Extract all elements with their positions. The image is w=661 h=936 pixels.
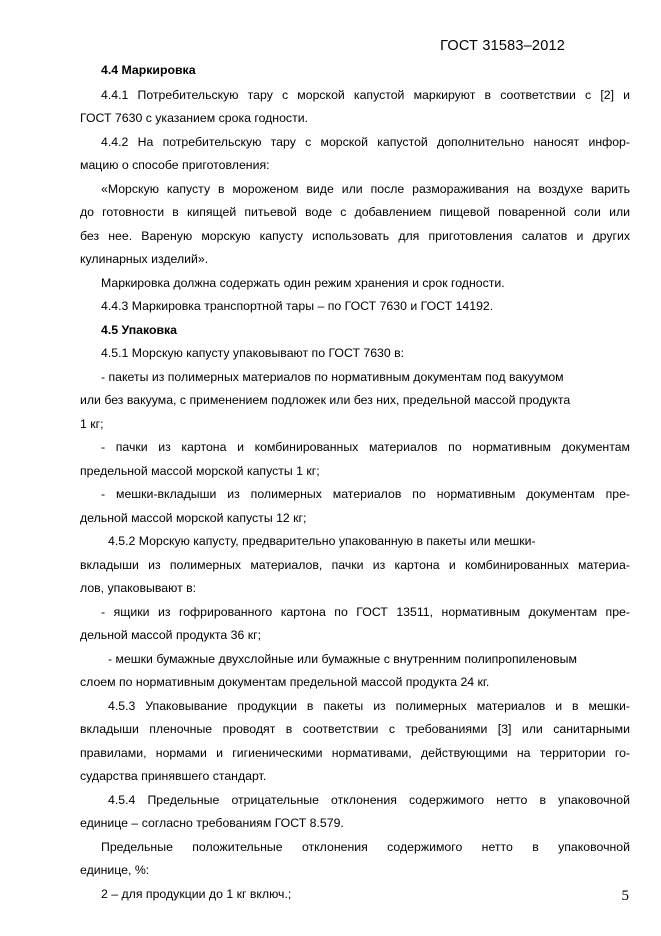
section-heading: 4.5 Упаковка [101,323,178,337]
text-line: 4.5.2 Морскую капусту, предварительно упакованную в пакеты или мешки- [108,534,536,548]
page-number: 5 [621,888,629,904]
text-line: кулинарных изделий». [80,252,209,266]
text-line: - ящики из гофрированного картона по ГОСТ 13511, нормативным документам пре- [101,605,630,619]
text-line: единице, %: [80,863,150,877]
text-line: ГОСТ 7630 с указанием срока годности. [80,111,309,125]
text-line: предельной массой морской капусты 1 кг; [80,464,320,478]
text-line: 4.4.1 Потребительскую тару с морской капустой маркируют в соответствии с [2] и [101,88,630,102]
text-line: или без вакуума, с применением подложек или без них, предельной массой продукта [80,393,571,407]
text-line: Предельные положительные отклонения содержимого нетто в упаковочной [101,840,630,854]
section-heading: 4.4 Маркировка [101,63,196,77]
text-line: единице – согласно требованиям ГОСТ 8.579. [80,816,344,830]
text-line: - мешки бумажные двухслойные или бумажные с внутренним полипропиленовым [108,652,577,666]
text-line: 4.4.3 Маркировка транспортной тары – по ГОСТ 7630 и ГОСТ 14192. [101,299,494,313]
text-line: Маркировка должна содержать один режим хранения и срок годности. [101,276,505,290]
text-line: вкладыши пленочные проводят в соответствии с требованиями [3] или санитарными [80,722,630,736]
text-line: лов, упаковывают в: [80,581,197,595]
text-line: без нее. Вареную морскую капусту использовать для приготовления салатов и других [80,229,630,243]
text-line: 2 – для продукции до 1 кг включ.; [101,887,292,901]
text-line: 1 кг; [80,417,104,431]
text-line: мацию о способе приготовления: [80,158,270,172]
text-line: 4.4.2 На потребительскую тару с морской капустой дополнительно наносят инфор- [101,135,630,149]
text-line: 4.5.3 Упаковывание продукции в пакеты из полимерных материалов и в мешки- [108,699,630,713]
text-line: дельной массой продукта 36 кг; [80,628,261,642]
text-line: дельной массой морской капусты 12 кг; [80,511,307,525]
text-line: «Морскую капусту в мороженом виде или после размораживания на воздухе варить [101,182,630,196]
text-line: слоем по нормативным документам предельной массой продукта 24 кг. [80,675,490,689]
text-line: правилами, нормами и гигиеническими нормативами, действующими на территории го- [80,746,630,760]
text-line: - пакеты из полимерных материалов по нормативным документам под вакуумом [101,370,564,384]
text-line: 4.5.1 Морскую капусту упаковывают по ГОСТ 7630 в: [101,346,405,360]
text-line: вкладыши из полимерных материалов, пачки из картона и комбинированных материа- [80,558,630,572]
text-line: - мешки-вкладыши из полимерных материалов по нормативным документам пре- [101,487,630,501]
text-line: 4.5.4 Предельные отрицательные отклонения содержимого нетто в упаковочной [108,793,630,807]
text-line: до готовности в кипящей питьевой воде с добавлением пищевой поваренной соли или [80,205,630,219]
document-header: ГОСТ 31583–2012 [440,38,565,54]
text-line: сударства принявшего стандарт. [80,769,267,783]
text-line: - пачки из картона и комбинированных материалов по нормативным документам [101,440,630,454]
